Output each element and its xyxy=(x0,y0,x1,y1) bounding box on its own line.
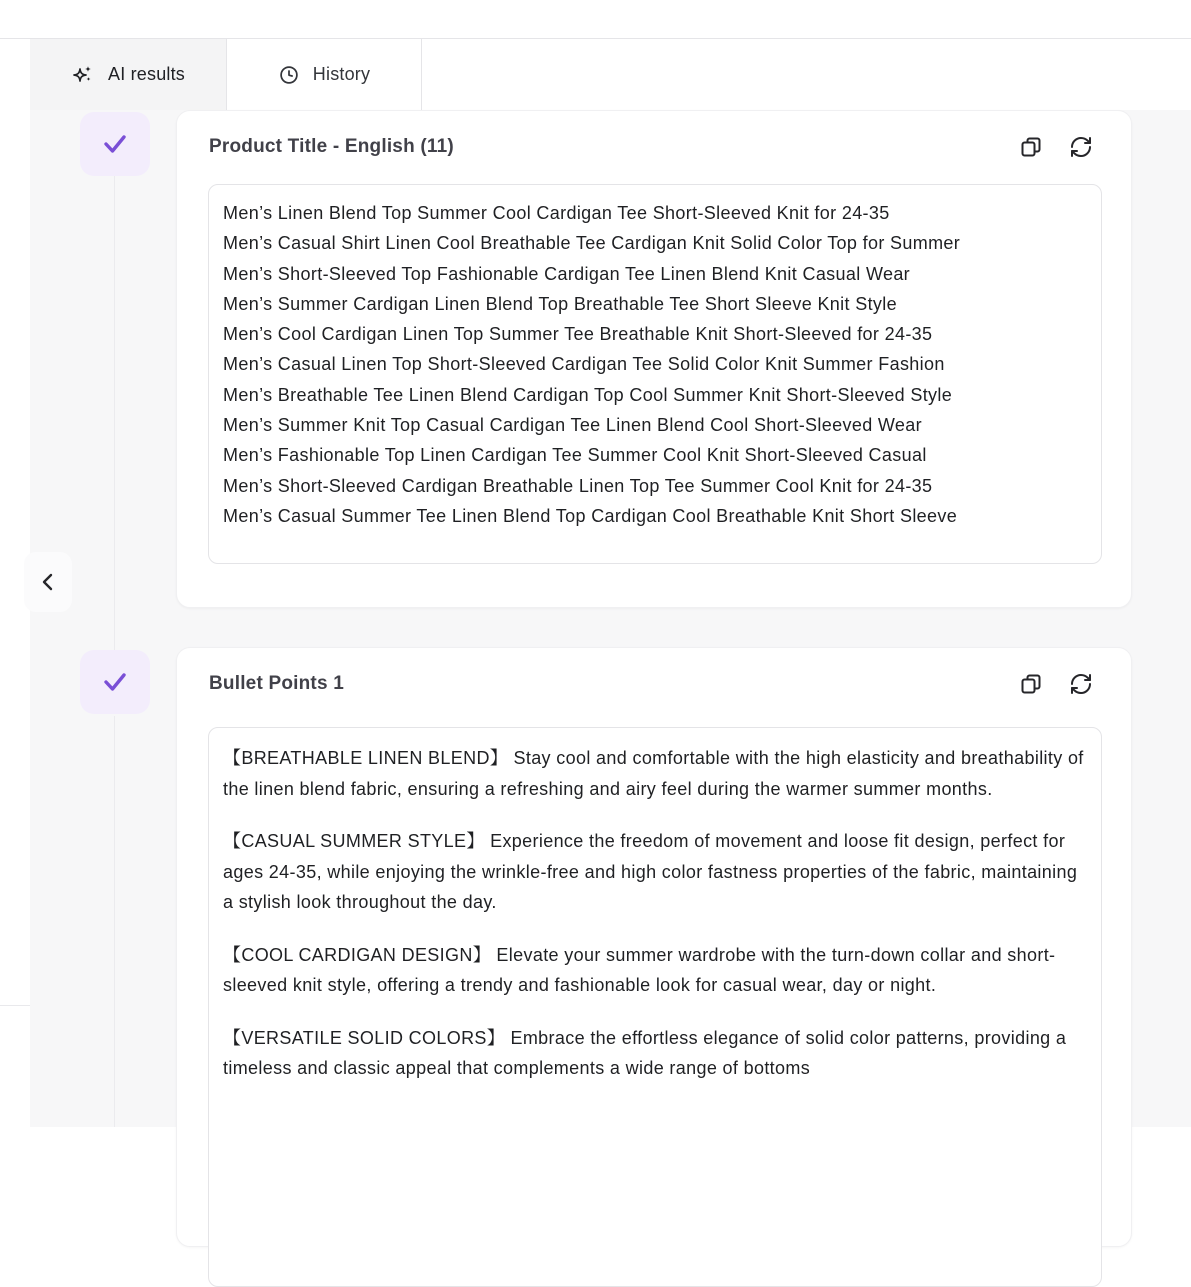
collapse-panel-button[interactable] xyxy=(24,552,72,612)
regenerate-button[interactable] xyxy=(1069,135,1093,159)
title-line: Men’s Breathable Tee Linen Blend Cardigan Top Cool Summer Knit Short-Sleeved Style xyxy=(223,384,953,405)
product-title-card xyxy=(176,110,1132,608)
tab-label: AI results xyxy=(107,64,186,84)
copy-button[interactable] xyxy=(1019,672,1043,696)
tab-history[interactable] xyxy=(226,39,422,110)
tab-label: History xyxy=(312,64,371,84)
card-title: Product Title - English (11) xyxy=(209,136,454,157)
bullet-list-box xyxy=(208,727,1102,1287)
check-icon xyxy=(98,667,132,697)
title-line: Men’s Cool Cardigan Linen Top Summer Tee Breathable Knit Short-Sleeved for 24-35 xyxy=(223,324,933,345)
refresh-icon xyxy=(1069,135,1093,159)
refresh-icon xyxy=(1069,672,1093,696)
title-line: Men’s Summer Knit Top Casual Cardigan Tee Linen Blend Cool Short-Sleeved Wear xyxy=(223,415,922,436)
card-header xyxy=(177,111,1131,159)
title-line: Men’s Short-Sleeved Top Fashionable Cardigan Tee Linen Blend Knit Casual Wear xyxy=(223,263,911,284)
card-title: Bullet Points 1 xyxy=(209,673,344,694)
bullet-point: 【VERSATILE SOLID COLORS】 Embrace the effortless elegance of solid color patterns, providing a timeless and classic appeal that complements a wide range of bottoms xyxy=(223,1027,1067,1078)
title-line: Men’s Casual Summer Tee Linen Blend Top Cardigan Cool Breathable Knit Short Sleeve xyxy=(223,505,958,526)
title-line: Men’s Short-Sleeved Cardigan Breathable Linen Top Tee Summer Cool Knit for 24-35 xyxy=(223,475,933,496)
card-actions xyxy=(1019,135,1093,159)
bullet-point: 【COOL CARDIGAN DESIGN】 Elevate your summer wardrobe with the turn-down collar and short-sleeved knit style, offering a trendy and fashionable look for casual wear, day or night. xyxy=(223,944,1056,995)
copy-icon xyxy=(1019,135,1043,159)
bullet-points-card xyxy=(176,647,1132,1247)
title-line: Men’s Casual Linen Top Short-Sleeved Cardigan Tee Solid Color Knit Summer Fashion xyxy=(223,354,945,375)
left-strip-divider xyxy=(0,1005,30,1006)
chevron-left-icon xyxy=(39,571,57,593)
card-actions xyxy=(1019,672,1093,696)
check-icon xyxy=(98,129,132,159)
title-line: Men’s Fashionable Top Linen Cardigan Tee Summer Cool Knit Short-Sleeved Casual xyxy=(223,445,927,466)
select-checkbox[interactable] xyxy=(80,650,150,714)
title-list-box xyxy=(208,184,1102,564)
title-line: Men’s Summer Cardigan Linen Blend Top Breathable Tee Short Sleeve Knit Style xyxy=(223,293,897,314)
select-checkbox[interactable] xyxy=(80,112,150,176)
copy-icon xyxy=(1019,672,1043,696)
copy-button[interactable] xyxy=(1019,135,1043,159)
tab-ai-results[interactable] xyxy=(30,39,226,110)
title-line: Men’s Linen Blend Top Summer Cool Cardigan Tee Short-Sleeved Knit for 24-35 xyxy=(223,203,890,223)
connector-line xyxy=(114,176,115,650)
connector-line xyxy=(114,716,115,1127)
title-line: Men’s Casual Shirt Linen Cool Breathable Tee Cardigan Knit Solid Color Top for Summer xyxy=(223,233,961,254)
clock-icon xyxy=(278,64,300,86)
card-header xyxy=(177,648,1131,696)
bullet-point: 【BREATHABLE LINEN BLEND】 Stay cool and comfortable with the high elasticity and breathability of the linen blend fabric, ensuring a refreshing and airy feel during the warmer summer months. xyxy=(223,748,1084,799)
bullet-point: 【CASUAL SUMMER STYLE】 Experience the freedom of movement and loose fit design, perfect for ages 24-35, while enjoying the wrinkle-free and high color fastness properties of the fabric, maintaining a stylish look throughout the day. xyxy=(223,831,1078,912)
sparkles-icon xyxy=(71,63,95,87)
regenerate-button[interactable] xyxy=(1069,672,1093,696)
